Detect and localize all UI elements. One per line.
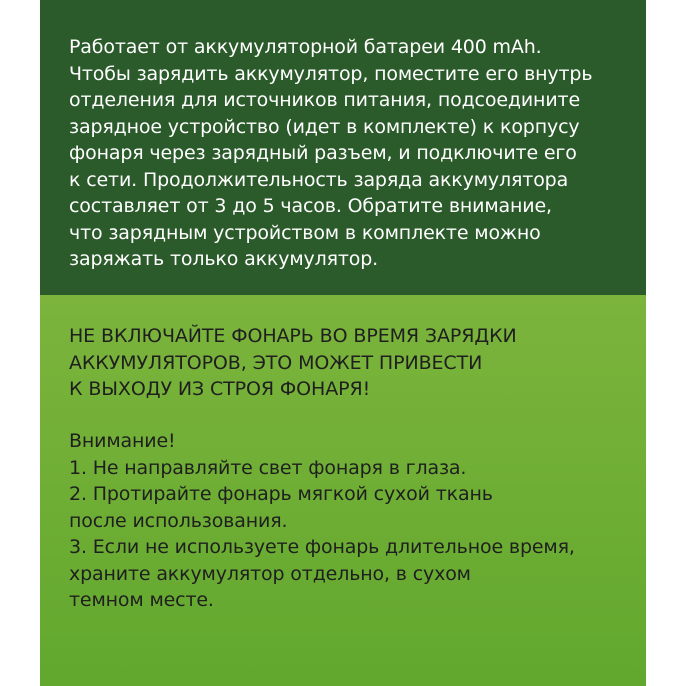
attention-item-2: 2. Протирайте фонарь мягкой сухой ткань после использования. [69, 483, 493, 532]
attention-item-3: 3. Если не используете фонарь длительное время, храните аккумулятор отдельно, в сухом темном месте. [69, 536, 575, 611]
charging-warning-text: НЕ ВКЛЮЧАЙТЕ ФОНАРЬ ВО ВРЕМЯ ЗАРЯДКИ АККУМУЛЯТОРОВ, ЭТО МОЖЕТ ПРИВЕСТИ К ВЫХОДУ ИЗ СТРОЯ ФОНАРЯ! [69, 325, 517, 400]
charging-instructions-text: Работает от аккумуляторной батареи 400 mAh. Чтобы зарядить аккумулятор, поместите его внутрь отделения для источников питания, подсоедините зарядное устройство (идет в комплекте) к корпусу фонаря через зарядный разъем, и подключите его к сети. Продолжительность заряда аккумулятора составляет от 3 до 5 часов. Обратите внимание, что зарядным устройством в комплекте можно заряжать только аккумулятор. [69, 36, 593, 270]
attention-heading: Внимание! [69, 430, 176, 452]
attention-item-1: 1. Не направляйте свет фонаря в глаза. [69, 456, 467, 479]
attention-section [69, 428, 629, 614]
